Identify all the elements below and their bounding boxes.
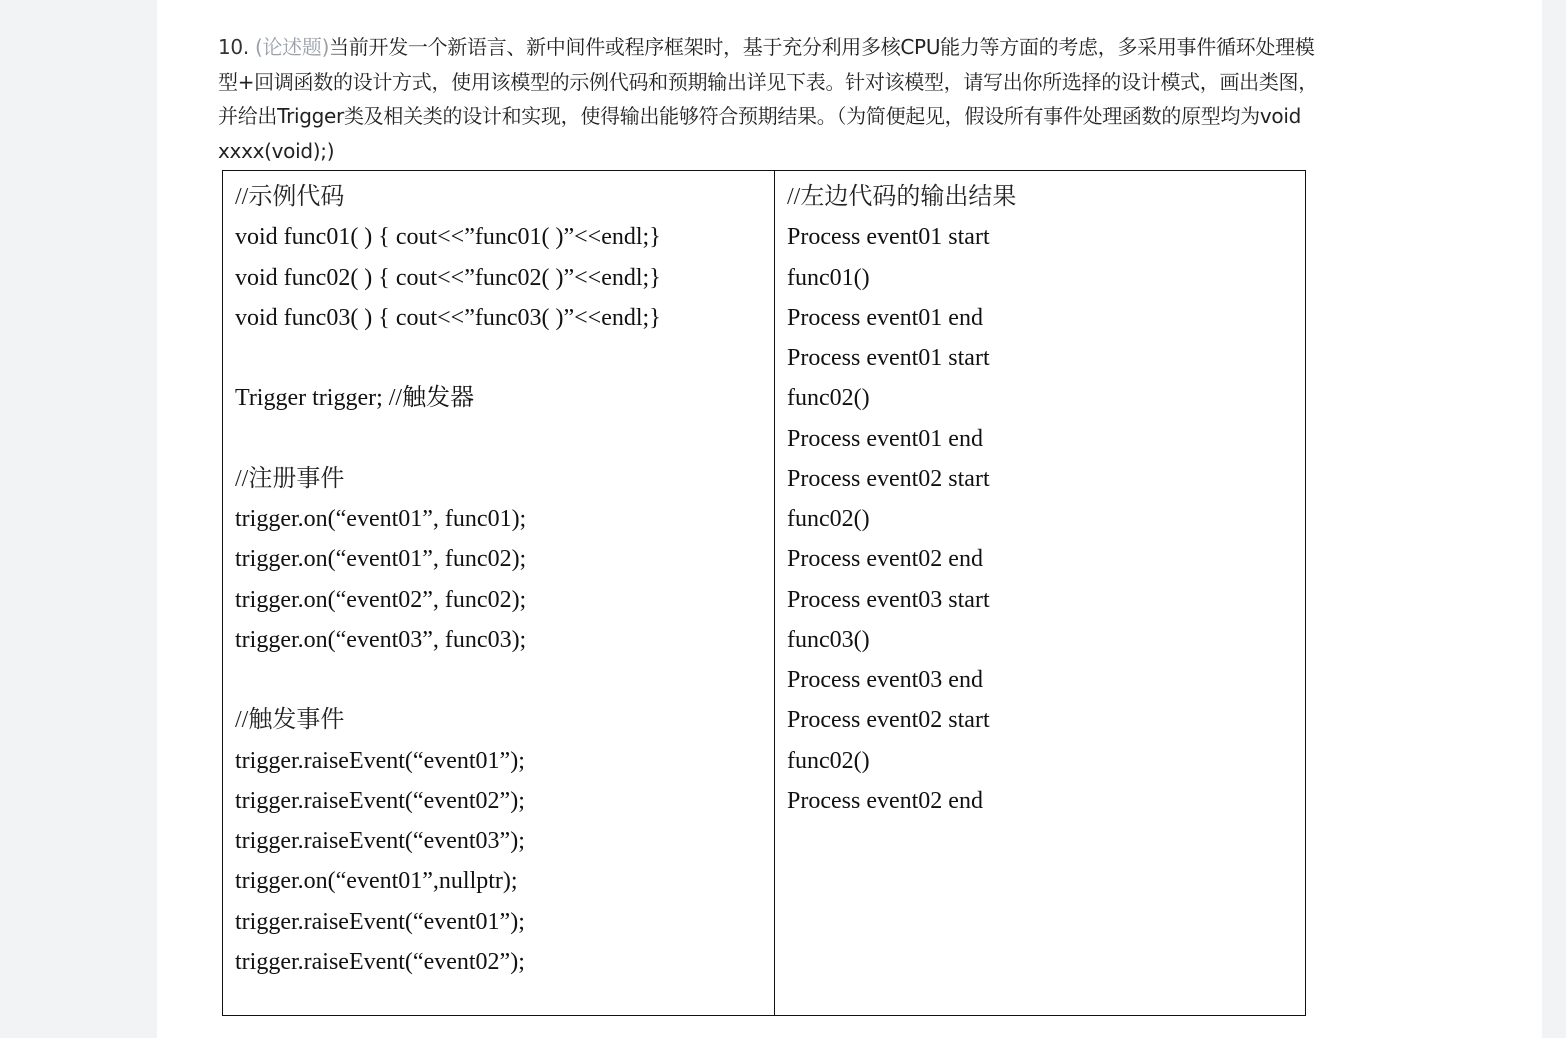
code-line [235,419,774,459]
code-line: trigger.raiseEvent(“event02”); [235,787,525,814]
output-line: Process event01 end [787,425,983,452]
question-block [218,30,1318,168]
code-line: //注册事件 [235,465,345,492]
question-number: 10. [218,35,249,59]
output-line: func02() [787,385,870,412]
code-line: Trigger trigger; //触发器 [235,385,475,412]
code-line: void func02( ) { cout<<”func02( )”<<endl;} [235,264,661,291]
output-line: Process event03 end [787,667,983,693]
code-output-table [222,170,1306,1016]
output-line: func02() [787,747,870,774]
output-line: Process event02 end [787,546,983,573]
output-line: Process event03 start [787,586,990,613]
code-line: //触发事件 [235,707,345,734]
output-line: Process event02 end [787,787,983,814]
output-line: func03() [787,626,870,653]
output-line: func02() [787,506,870,532]
output-line: Process event01 end [787,304,983,331]
code-line: void func03( ) { cout<<”func03( )”<<endl;} [235,304,661,331]
output-line: Process event02 start [787,707,990,734]
output-line: Process event01 start [787,345,990,371]
code-line: trigger.on(“event02”, func02); [235,586,527,613]
code-line: trigger.on(“event01”, func01); [235,506,527,532]
output-line: //左边代码的输出结果 [787,184,1017,210]
code-line: trigger.raiseEvent(“event01”); [235,908,525,935]
code-line: trigger.raiseEvent(“event01”); [235,747,525,774]
question-type: (论述题) [254,35,330,59]
output-line: Process event02 start [787,465,990,492]
code-line: //示例代码 [235,184,345,210]
output-column [775,171,1305,1015]
code-line: trigger.raiseEvent(“event02”); [235,948,525,975]
question-text: 当前开发一个新语言、新中间件或程序框架时，基于充分利用多核CPU能力等方面的考虑，多采用事件循环处理模型+回调函数的设计方式，使用该模型的示例代码和预期输出详见下表。针对该模型，请写出你所选择的设计模式，画出类图，并给出Trigger类及相关类的设计和实现，使得输出能够符合预期结果。（为简便起见，假设所有事件处理函数的原型均为void xxxx(void);) [218,35,1318,163]
code-line: void func01( ) { cout<<”func01( )”<<endl;} [235,224,661,251]
code-line: trigger.on(“event01”,nullptr); [235,868,518,895]
example-code-column [223,171,775,1015]
output-line: Process event01 start [787,224,990,251]
code-line: trigger.raiseEvent(“event03”); [235,828,525,854]
code-line [235,338,774,378]
code-line: trigger.on(“event03”, func03); [235,626,527,653]
code-line [235,660,774,700]
output-line: func01() [787,264,870,291]
code-line: trigger.on(“event01”, func02); [235,546,527,573]
